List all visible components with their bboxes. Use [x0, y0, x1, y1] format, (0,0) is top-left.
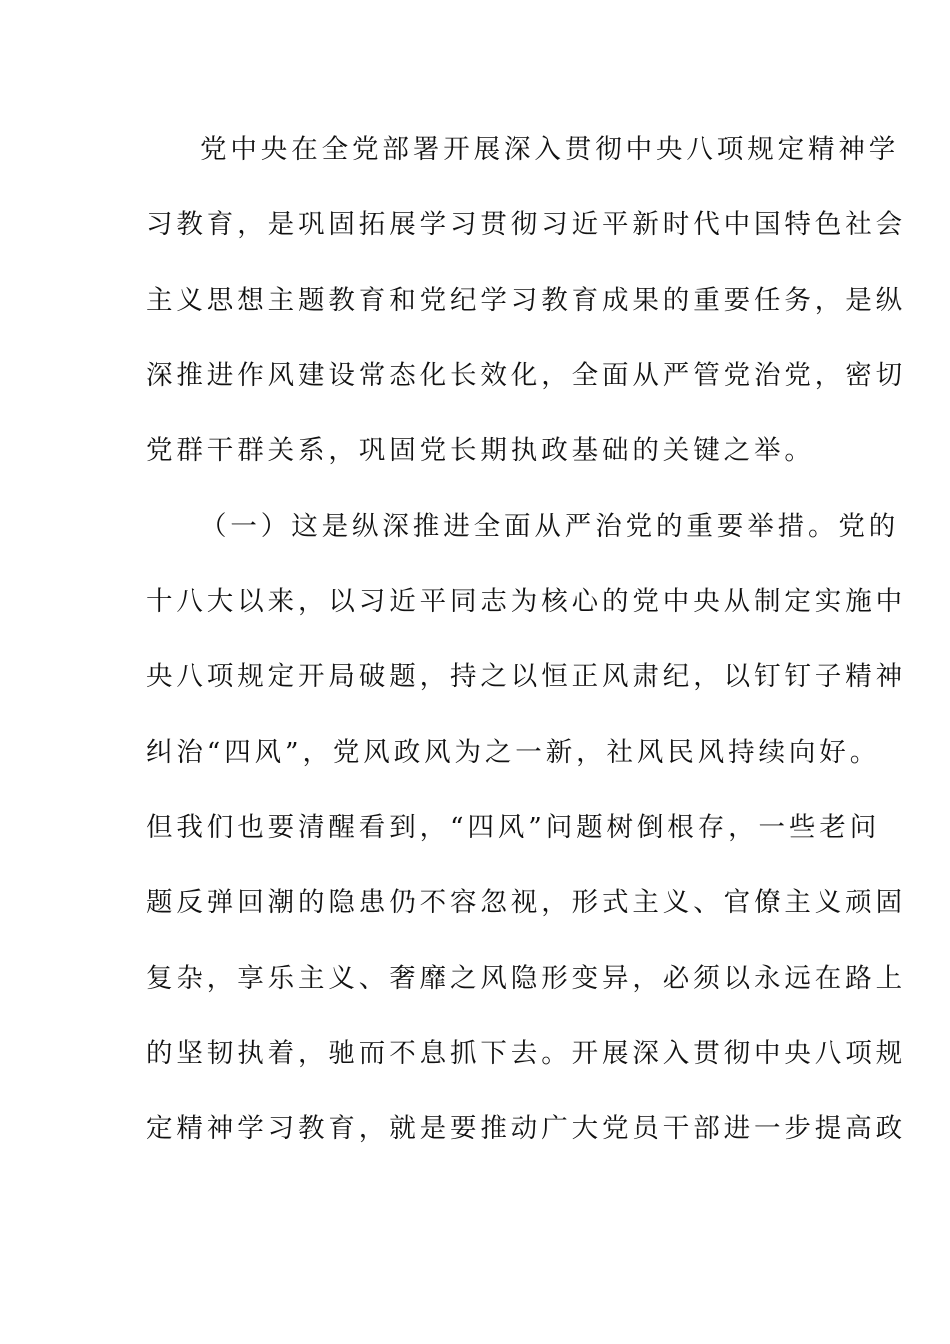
text-line: 题反弹回潮的隐患仍不容忽视，形式主义、官僚主义顽固: [146, 887, 906, 918]
text-line: 央八项规定开局破题，持之以恒正风肃纪，以钉钉子精神: [146, 661, 906, 692]
text-line: （一）这是纵深推进全面从严治党的重要举措。党的: [200, 511, 900, 542]
text-line: 的坚韧执着，驰而不息抓下去。开展深入贯彻中央八项规: [146, 1038, 906, 1069]
text-line: 纠治“四风”，党风政风为之一新，社风民风持续向好。: [146, 737, 881, 768]
text-line: 习教育，是巩固拓展学习贯彻习近平新时代中国特色社会: [146, 209, 906, 240]
text-line: 定精神学习教育，就是要推动广大党员干部进一步提高政: [146, 1113, 906, 1144]
text-line: 主义思想主题教育和党纪学习教育成果的重要任务，是纵: [146, 285, 906, 316]
text-line: 党中央在全党部署开展深入贯彻中央八项规定精神学: [200, 134, 900, 165]
text-line: 但我们也要清醒看到，“四风”问题树倒根存，一些老问: [146, 812, 881, 843]
text-line: 十八大以来，以习近平同志为核心的党中央从制定实施中: [146, 586, 906, 617]
text-line: 党群干群关系，巩固党长期执政基础的关键之举。: [146, 435, 815, 466]
text-line: 深推进作风建设常态化长效化，全面从严管党治党，密切: [146, 360, 906, 391]
text-line: 复杂，享乐主义、奢靡之风隐形变异，必须以永远在路上: [146, 963, 906, 994]
